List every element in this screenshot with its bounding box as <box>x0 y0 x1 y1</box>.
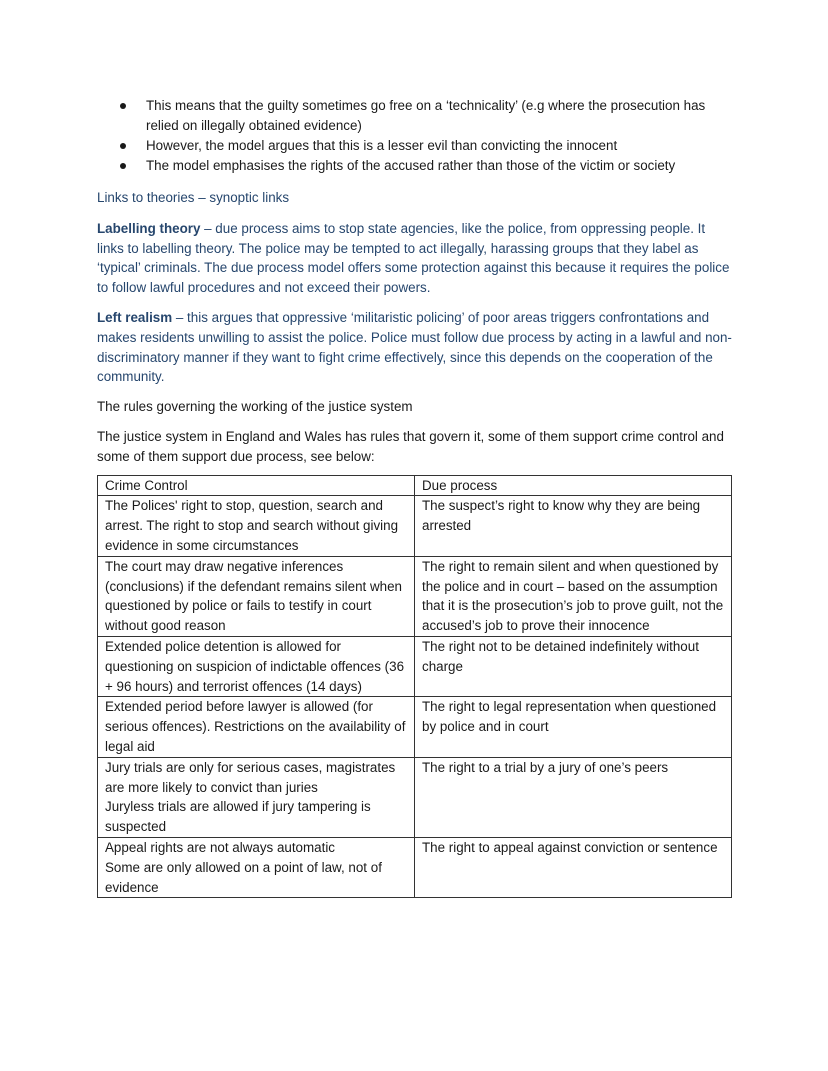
due-process-cell <box>415 697 732 757</box>
bullet-icon <box>120 143 126 149</box>
table-row <box>98 697 732 757</box>
left-realism-term: Left realism <box>97 309 173 325</box>
cell-text: Juryless trials are allowed if jury tampering is suspected <box>105 799 371 835</box>
table-header-row <box>98 475 732 496</box>
rules-heading: The rules governing the working of the justice system <box>97 399 413 415</box>
bullet-icon <box>120 103 126 109</box>
table-row <box>98 757 732 837</box>
cell-text: Appeal rights are not always automatic <box>105 839 335 855</box>
cell-text: The court may draw negative inferences (conclusions) if the defendant remains silent when questioned by police or fails to testify in court without good reason <box>105 558 402 634</box>
list-item <box>97 96 733 136</box>
cell-text: The right to legal representation when questioned by police and in court <box>422 699 717 735</box>
due-process-cell <box>415 496 732 556</box>
crime-control-cell <box>98 697 415 757</box>
list-item <box>97 136 733 156</box>
labelling-theory-paragraph <box>97 219 733 298</box>
due-process-cell <box>415 556 732 636</box>
column-header-due-process: Due process <box>415 475 732 496</box>
cell-text: The right to remain silent and when questioned by the police and in court – based on the assumption that it is the prosecution’s job to prove guilt, not the accused’s job to prove their innocence <box>422 558 724 634</box>
bullet-list <box>97 96 733 176</box>
labelling-theory-term: Labelling theory <box>97 220 201 236</box>
bullet-text: However, the model argues that this is a lesser evil than convicting the innocent <box>146 138 618 153</box>
intro-paragraph: The justice system in England and Wales has rules that govern it, some of them support crime control and some of them support due process, see below: <box>97 428 724 464</box>
rules-table <box>97 475 732 899</box>
left-realism-paragraph <box>97 308 733 387</box>
crime-control-cell <box>98 837 415 897</box>
cell-text: The right not to be detained indefinitely without charge <box>422 638 699 674</box>
left-realism-text: – this argues that oppressive ‘militaristic policing’ of poor areas triggers confrontations and makes residents unwilling to assist the police. Police must follow due process by acting in a lawful and non-discriminatory manner if they want to fight crime effectively, since this depends on the cooperation of the community. <box>97 309 732 385</box>
cell-text: The Polices' right to stop, question, search and arrest. The right to stop and search without giving evidence in some circumstances <box>105 498 399 553</box>
document-page <box>97 96 733 898</box>
cell-text: The right to a trial by a jury of one’s peers <box>422 759 669 775</box>
crime-control-cell <box>98 636 415 696</box>
bullet-text: This means that the guilty sometimes go free on a ‘technicality’ (e.g where the prosecution has relied on illegally obtained evidence) <box>146 98 706 133</box>
crime-control-cell <box>98 757 415 837</box>
cell-text: Extended period before lawyer is allowed (for serious offences). Restrictions on the availability of legal aid <box>105 699 406 754</box>
links-heading: Links to theories – synoptic links <box>97 190 290 205</box>
list-item <box>97 156 733 176</box>
cell-text: The right to appeal against conviction or sentence <box>422 839 718 855</box>
bullet-icon <box>120 163 126 169</box>
cell-text: Extended police detention is allowed for questioning on suspicion of indictable offences (36 + 96 hours) and terrorist offences (14 days) <box>105 638 405 694</box>
due-process-cell <box>415 837 732 897</box>
table-row <box>98 556 732 636</box>
table-row <box>98 496 732 556</box>
due-process-cell <box>415 636 732 696</box>
labelling-theory-text: – due process aims to stop state agencies, like the police, from oppressing people. It links to labelling theory. The police may be tempted to act illegally, harassing groups that they label as ‘typical’ criminals. The due process model offers some protection against this because it requires the police to follow lawful procedures and not exceed their powers. <box>97 220 730 296</box>
bullet-text: The model emphasises the rights of the accused rather than those of the victim or society <box>146 158 676 173</box>
column-header-crime-control: Crime Control <box>98 475 415 496</box>
cell-text: Jury trials are only for serious cases, magistrates are more likely to convict than juries <box>105 759 396 795</box>
crime-control-cell <box>98 496 415 556</box>
crime-control-cell <box>98 556 415 636</box>
cell-text: The suspect’s right to know why they are being arrested <box>422 498 701 534</box>
table-row <box>98 636 732 696</box>
table-row <box>98 837 732 897</box>
due-process-cell <box>415 757 732 837</box>
cell-text: Some are only allowed on a point of law, not of evidence <box>105 859 382 895</box>
